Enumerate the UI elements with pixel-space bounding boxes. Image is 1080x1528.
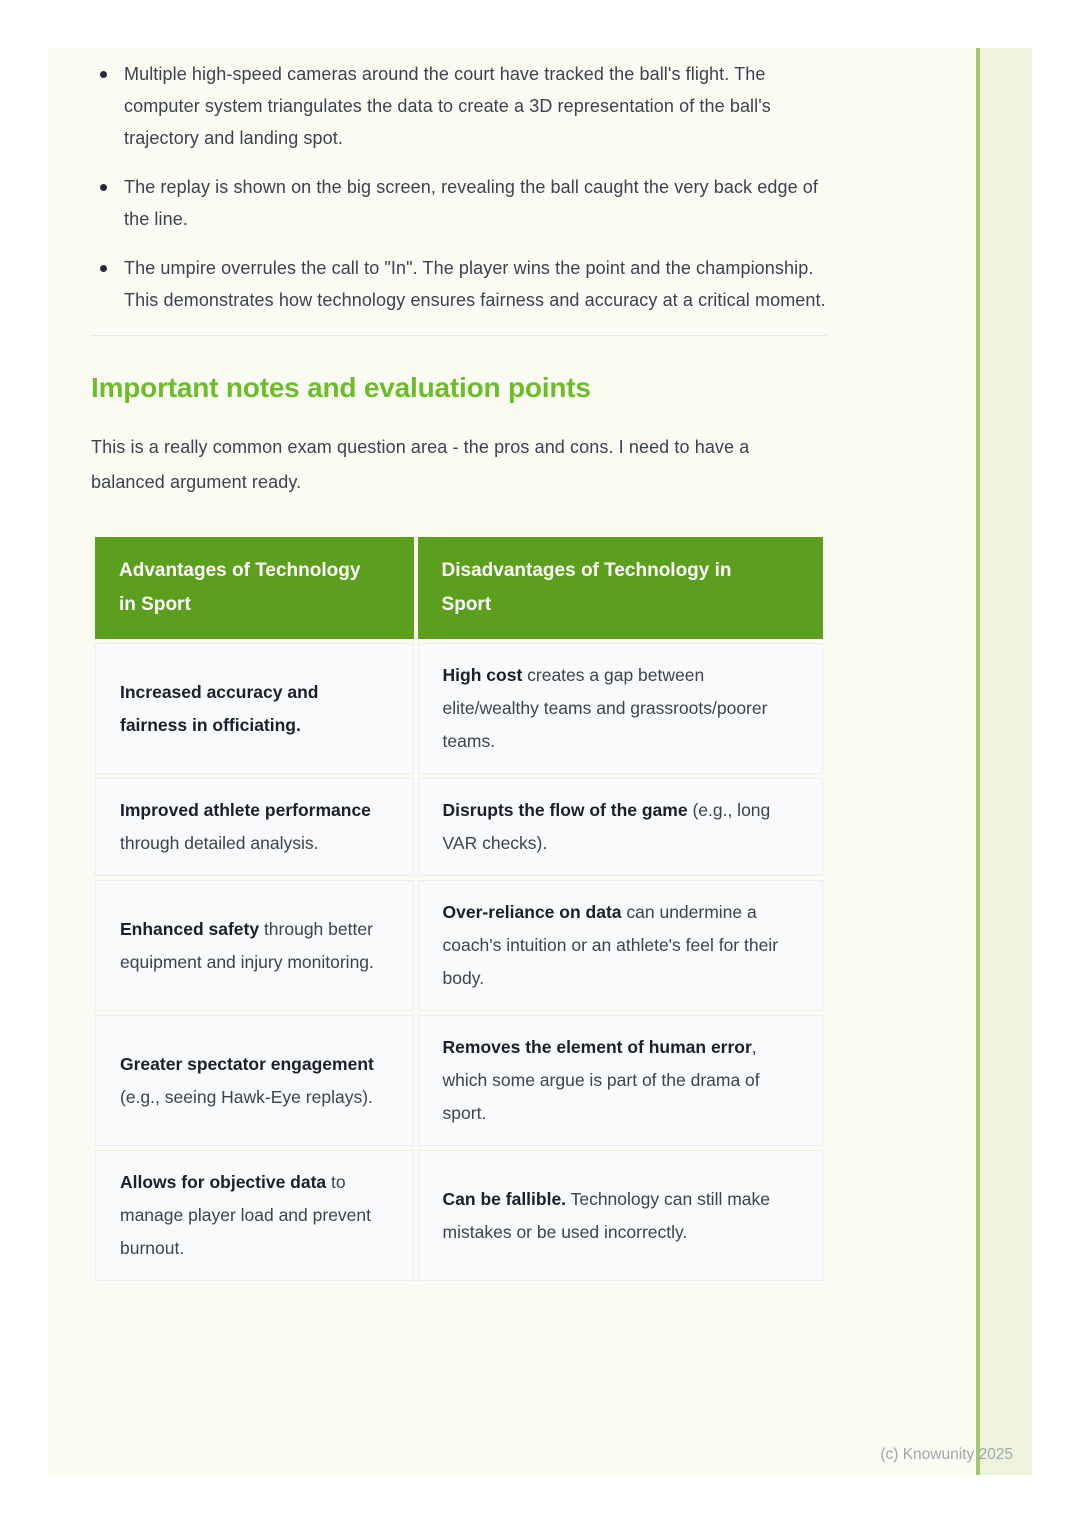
cell-text: can undermine a coach's intuition or an athlete's feel for their body. — [442, 902, 779, 988]
cell-text: Technology can still make mistakes or be used incorrectly. — [442, 1188, 770, 1242]
cell-bold-text: Enhanced safety — [120, 918, 260, 939]
advantage-cell — [95, 643, 414, 774]
list-item — [91, 171, 827, 235]
intro-paragraph: This is a really common exam question area - the pros and cons. I need to have a balanced argument ready. — [91, 437, 750, 492]
bullet-list — [91, 58, 827, 316]
disadvantage-cell — [418, 1015, 823, 1146]
notes-page-panel — [48, 48, 1032, 1475]
page-content — [91, 48, 827, 1285]
page-edge-green-strip — [976, 48, 1032, 1475]
disadvantage-cell — [418, 880, 823, 1011]
disadvantage-cell — [418, 778, 823, 876]
advantage-cell — [95, 1015, 414, 1146]
cell-bold-text: Allows for objective data — [120, 1172, 327, 1192]
bullet-dot-icon — [100, 265, 107, 272]
cell-bold-text: Over-reliance on data — [442, 902, 622, 922]
cell-bold-text: Increased accuracy and fairness in officiating. — [120, 681, 319, 735]
cell-text: (e.g., seeing Hawk-Eye replays). — [120, 1086, 373, 1107]
cell-bold-text: Removes the element of human error — [442, 1037, 752, 1057]
cell-bold-text: Can be fallible. — [442, 1188, 567, 1209]
disadvantage-cell — [418, 643, 823, 774]
cell-bold-text: Greater spectator engagement — [120, 1053, 374, 1074]
list-item — [91, 252, 827, 316]
table-header-advantages: Advantages of Technology in Sport — [95, 537, 414, 639]
bullet-dot-icon — [100, 71, 107, 78]
disadvantage-cell — [418, 1150, 823, 1281]
table-row — [95, 643, 823, 774]
cell-bold-text: Disrupts the flow of the game — [442, 800, 688, 820]
section-divider — [91, 335, 827, 336]
bullet-text: The replay is shown on the big screen, revealing the ball caught the very back edge of the line. — [124, 177, 819, 229]
table-row — [95, 778, 823, 876]
table-header-row — [95, 537, 823, 639]
table-row — [95, 1150, 823, 1281]
cell-text: to manage player load and prevent burnout. — [120, 1172, 372, 1258]
advantage-cell — [95, 778, 414, 876]
list-item — [91, 58, 827, 154]
advantage-cell — [95, 1150, 414, 1281]
cell-text: , which some argue is part of the drama of sport. — [442, 1037, 760, 1123]
cell-text: through detailed analysis. — [120, 833, 319, 853]
comparison-table — [91, 533, 827, 1285]
cell-text: creates a gap between elite/wealthy teams and grassroots/poorer teams. — [442, 665, 768, 751]
cell-bold-text: Improved athlete performance — [120, 800, 371, 820]
cell-bold-text: High cost — [442, 665, 523, 685]
section-heading: Important notes and evaluation points — [91, 372, 591, 403]
bullet-text: Multiple high-speed cameras around the court have tracked the ball's flight. The computer system triangulates the data to create a 3D representation of the ball's trajectory and landing spot. — [124, 64, 771, 148]
table-row — [95, 1015, 823, 1146]
cell-text: (e.g., long VAR checks). — [442, 800, 771, 853]
advantage-cell — [95, 880, 414, 1011]
table-header-disadvantages: Disadvantages of Technology in Sport — [418, 537, 823, 639]
cell-text: through better equipment and injury monitoring. — [120, 918, 374, 972]
bullet-dot-icon — [100, 184, 107, 191]
bullet-text: The umpire overrules the call to "In". The player wins the point and the championship. This demonstrates how technology ensures fairness and accuracy at a critical moment. — [124, 258, 826, 310]
table-row — [95, 880, 823, 1011]
copyright-text: (c) Knowunity 2025 — [880, 1446, 1013, 1463]
